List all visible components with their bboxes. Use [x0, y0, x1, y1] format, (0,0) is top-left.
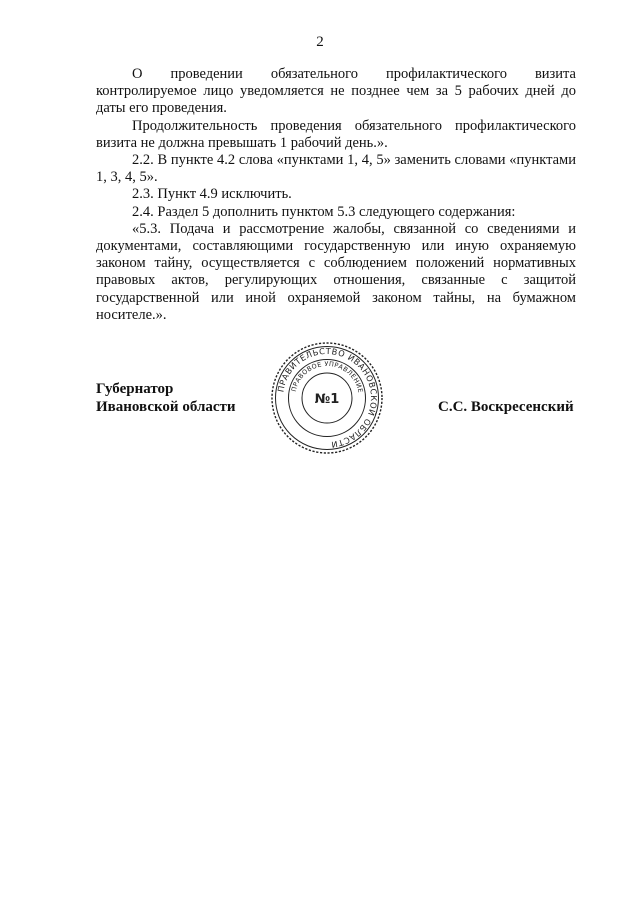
stamp-ring-text: ПРАВИТЕЛЬСТВО ИВАНОВСКОЙ ОБЛАСТИ — [275, 345, 380, 450]
signature-title — [96, 380, 236, 416]
stamp-number: №1 — [314, 392, 340, 407]
paragraph-2-4: 2.4. Раздел 5 дополнить пунктом 5.3 следующего содержания: — [132, 203, 516, 220]
paragraph-2-2: 2.2. В пункте 4.2 слова «пунктами 1, 4, 5» заменить словами «пунктами 1, 3, 4, 5». — [96, 152, 576, 186]
body-text — [96, 66, 576, 324]
page-number: 2 — [316, 34, 324, 50]
stamp-inner-text: ПРАВОВОЕ УПРАВЛЕНИЕ — [289, 359, 365, 394]
signature-name: С.С. Воскресенский — [438, 399, 574, 415]
paragraph-visit-duration: Продолжительность проведения обязательного профилактического визита не должна превышать 1 рабочий день.». — [96, 117, 576, 151]
signature-title-line-1: Губернатор — [96, 381, 174, 397]
stamp-seal-icon — [270, 341, 384, 455]
signature-title-line-2: Ивановской области — [96, 399, 236, 415]
paragraph-visit-notice: О проведении обязательного профилактического визита контролируемое лицо уведомляется не позднее чем за 5 рабочих дней до даты его проведения. — [96, 66, 576, 117]
paragraph-2-3: 2.3. Пункт 4.9 исключить. — [132, 186, 292, 203]
paragraph-5-3: «5.3. Подача и рассмотрение жалобы, связанной со сведениями и документами, составляющими государственную или иную охраняемую законом тайну, осуществляется с соблюдением положений нормативных правовых актов, регулирующих отношения, связанные с защитой государственной или иной охраняемой законом тайны, на бумажном носителе.». — [96, 220, 576, 323]
official-stamp — [270, 341, 384, 455]
